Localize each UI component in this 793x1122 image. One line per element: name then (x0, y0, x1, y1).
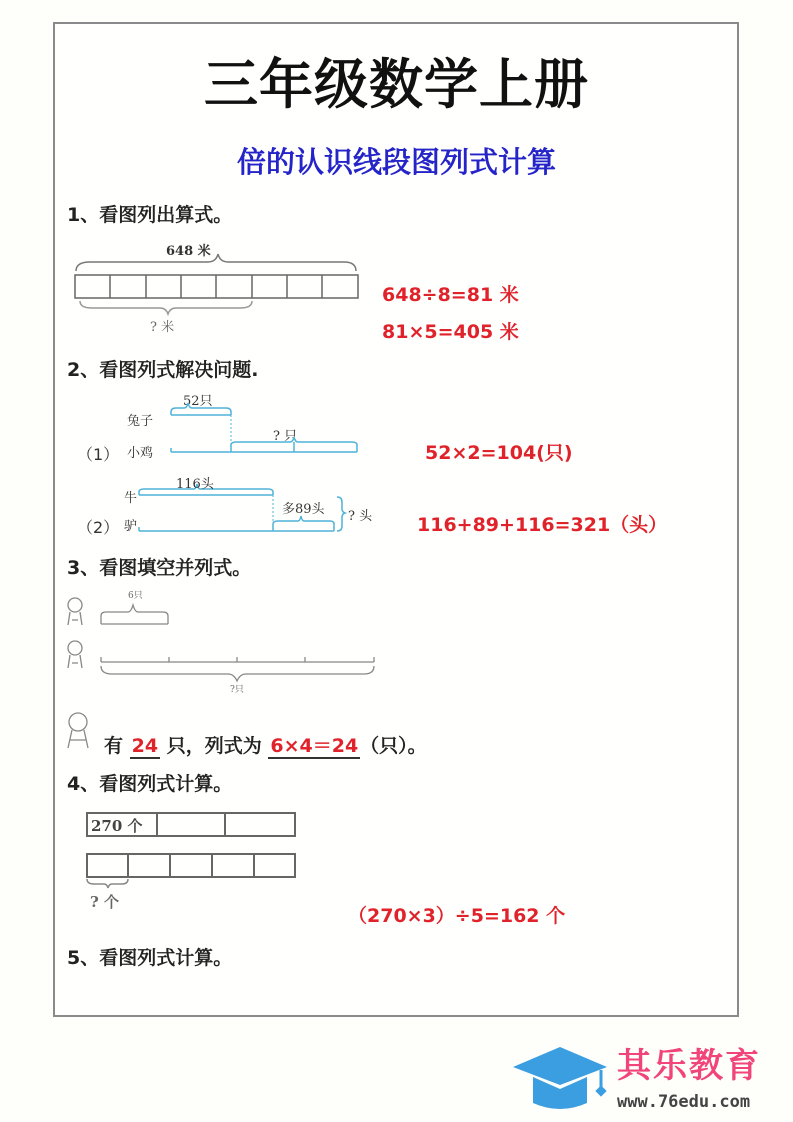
page-subtitle: 倍的认识线段图列式计算 (236, 145, 556, 179)
q2-2-answer: 116+89+116=321（头） (417, 514, 668, 536)
q2-2-extra-label: 多89头 (282, 502, 325, 517)
q2-2-top-label: 116头 (176, 477, 214, 492)
q1-answer-2: 81×5=405 米 (382, 321, 519, 343)
q3-bottom-label: ?只 (230, 685, 244, 695)
q3-prefix: 有 (104, 735, 124, 757)
q3-mid: 只，列式为 (166, 735, 262, 757)
logo-url: www.76edu.com (617, 1092, 751, 1112)
q2-1-index: （1） (77, 445, 120, 464)
logo-brand-name: 其乐教育 (617, 1046, 761, 1086)
graduation-cap-icon (513, 1045, 608, 1115)
question-4-heading: 4、看图列式计算。 (67, 773, 233, 795)
question-1-heading: 1、看图列出算式。 (67, 204, 233, 226)
q2-2-total-label: ? 头 (348, 509, 373, 524)
q2-1-top-label: 52只 (183, 394, 213, 409)
q3-blank-formula: 6×4＝24 (270, 735, 359, 757)
q1-total-label: 648 米 (166, 244, 211, 259)
q4-unknown-label: ? 个 (90, 893, 120, 911)
question-5-heading: 5、看图列式计算。 (67, 947, 233, 969)
question-2-heading: 2、看图列式解决问题. (67, 359, 259, 381)
q1-unknown-label: ? 米 (150, 320, 175, 335)
q4-answer: （270×3）÷5=162 个 (348, 905, 566, 927)
q3-suffix: （只）。 (360, 735, 427, 757)
q2-2-index: （2） (77, 518, 120, 537)
page-title: 三年级数学上册 (204, 52, 589, 116)
q2-1-answer: 52×2=104(只) (425, 442, 573, 464)
q3-blank-count: 24 (131, 735, 159, 757)
q3-top-label: 6只 (128, 591, 143, 601)
q4-box-label: 270 个 (91, 817, 143, 835)
q2-1-chick-label: 小鸡 (127, 446, 154, 461)
q1-answer-1: 648÷8=81 米 (382, 284, 519, 306)
q2-2-donkey-label: 驴 (124, 519, 138, 534)
q2-1-unknown-label: ? 只 (273, 429, 298, 444)
question-3-heading: 3、看图填空并列式。 (67, 557, 252, 579)
q2-1-rabbit-label: 兔子 (127, 414, 154, 429)
q2-2-cow-label: 牛 (124, 491, 138, 506)
